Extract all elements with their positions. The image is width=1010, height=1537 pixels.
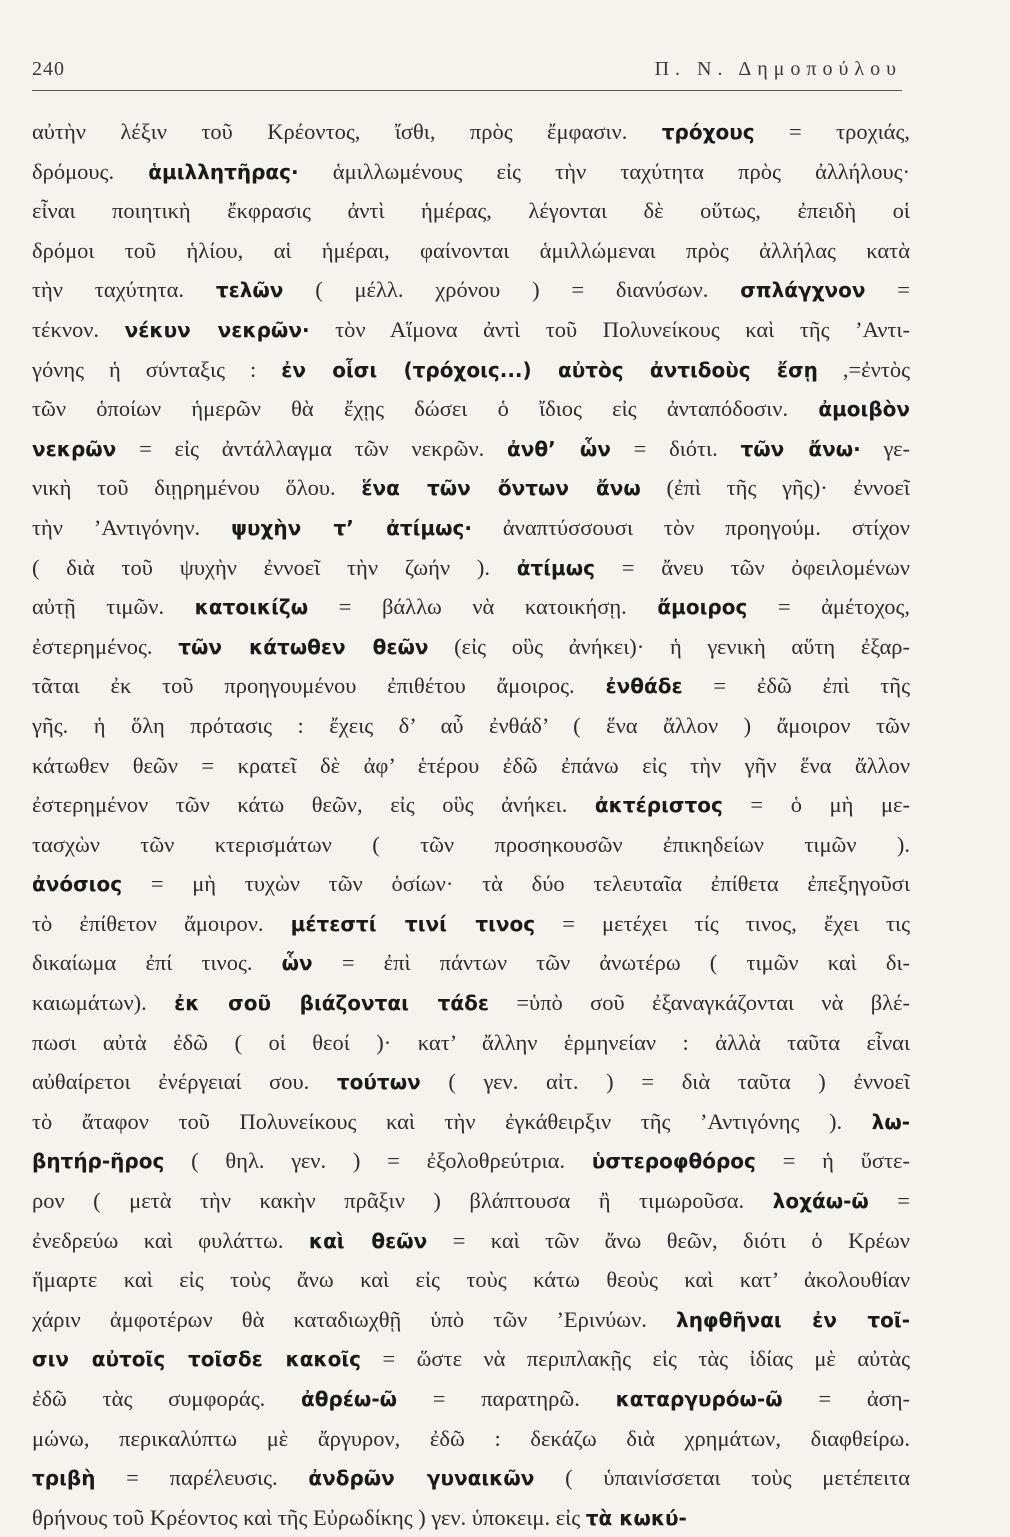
lemma-term: καταργυρόω-ῶ bbox=[615, 1387, 783, 1411]
gloss-text: κάτωθεν θεῶν = κρατεῖ δὲ ἀφ’ ἑτέρου ἐδῶ ἐπάνω εἰς τὴν γῆν ἕνα ἄλλον bbox=[32, 752, 910, 778]
lemma-term: ἁμιλλητῆρας· bbox=[148, 159, 299, 184]
gloss-text: πωσι αὐτὰ ἐδῶ ( οἱ θεοί )· κατ’ ἄλλην ἑρμηνείαν : ἀλλὰ ταῦτα εἶναι bbox=[32, 1029, 910, 1055]
gloss-text: τέκνον. bbox=[32, 316, 125, 342]
lemma-term: νεκρῶν bbox=[32, 436, 117, 461]
lemma-term: τρόχους bbox=[661, 120, 755, 144]
gloss-text: ἥμαρτε καὶ εἰς τοὺς ἄνω καὶ εἰς τοὺς κάτω θεοὺς καὶ κατ’ ἀκολουθίαν bbox=[32, 1267, 910, 1293]
gloss-text: (εἰς οὓς ἀνήκει)· ἡ γενικὴ αὕτη ἐξαρ- bbox=[428, 633, 910, 659]
gloss-text: = ἀμέτοχος, bbox=[747, 594, 910, 620]
gloss-text: ἐδῶ τὰς συμφοράς. bbox=[32, 1386, 301, 1411]
gloss-text: ( διὰ τοῦ ψυχὴν ἐννοεῖ τὴν ζωήν ). bbox=[32, 554, 517, 580]
gloss-text: γόνης ἡ σύνταξις : bbox=[32, 356, 282, 382]
lemma-term: ὧν bbox=[281, 951, 313, 976]
text-line bbox=[32, 1221, 910, 1261]
gloss-text: τὸ ἄταφον τοῦ Πολυνείκους καὶ τὴν ἐγκάθειρξιν τῆς ’Αντιγόνης ). bbox=[32, 1108, 872, 1134]
gloss-text: = ὥστε νὰ περιπλακῇς εἰς τὰς ἰδίας μὲ αὐτὰς bbox=[361, 1346, 910, 1372]
gloss-text: τὸν Αἵμονα ἀντὶ τοῦ Πολυνείκους καὶ τῆς ’Αντι- bbox=[309, 316, 910, 342]
gloss-text: γῆς. ἡ ὅλη πρότασις : ἔχεις δ’ αὖ ἐνθάδ’ ( ἕνα ἄλλον ) ἄμοιρον τῶν bbox=[32, 712, 910, 738]
text-line bbox=[32, 548, 910, 588]
lemma-term: ἕνα τῶν ὄντων ἄνω bbox=[361, 476, 641, 501]
lemma-term: ἄμοιρος bbox=[657, 595, 748, 620]
gloss-text: ἐνεδρεύω καὶ φυλάττω. bbox=[32, 1227, 309, 1253]
gloss-text: τὴν ταχύτητα. bbox=[32, 277, 216, 303]
gloss-text: = bbox=[865, 277, 910, 303]
text-line bbox=[32, 785, 910, 825]
text-line bbox=[32, 350, 910, 390]
lemma-term: ἀκτέριστος bbox=[594, 793, 723, 818]
text-line bbox=[32, 1102, 910, 1142]
lemma-term: ἀνθ’ ὧν bbox=[507, 436, 611, 461]
gloss-text: μώνω, περικαλύπτω μὲ ἄργυρον, ἐδῶ : δεκάζω διὰ χρημάτων, διαφθείρω. bbox=[32, 1425, 910, 1451]
running-header bbox=[32, 58, 902, 88]
gloss-text: ἐστερημένος. bbox=[32, 633, 179, 659]
text-line bbox=[32, 825, 910, 865]
gloss-text: = ἐδῶ ἐπὶ τῆς bbox=[682, 673, 910, 699]
running-head-author: Π. Ν. Δημοπούλου bbox=[654, 58, 902, 80]
gloss-text: = διότι. bbox=[610, 435, 741, 461]
gloss-text: εἶναι ποιητικὴ ἔκφρασις ἀντὶ ἡμέρας, λέγονται δὲ οὕτως, ἐπειδὴ οἱ bbox=[32, 198, 910, 224]
text-line bbox=[32, 983, 910, 1023]
lemma-term: ἐν οἷσι (τρόχοις...) αὐτὸς ἀντιδοὺς ἔσῃ bbox=[281, 357, 818, 382]
text-line bbox=[32, 231, 910, 271]
text-line bbox=[32, 1300, 910, 1340]
text-line bbox=[32, 468, 910, 508]
text-line bbox=[32, 152, 910, 192]
gloss-text: ἀναπτύσσουσι τὸν προηγούμ. στίχον bbox=[471, 514, 910, 540]
lemma-term: ψυχὴν τ’ ἀτίμως· bbox=[231, 515, 472, 540]
gloss-text: ( ὑπαινίσσεται τοὺς μετέπειτα bbox=[534, 1465, 910, 1491]
lemma-term: βητήρ-ῆρος bbox=[32, 1149, 165, 1174]
gloss-text: =ὑπὸ σοῦ ἐξαναγκάζονται νὰ βλέ- bbox=[489, 990, 910, 1016]
text-line bbox=[32, 1498, 910, 1537]
gloss-text: αὐθαίρετοι ἐνέργειαί σου. bbox=[32, 1069, 337, 1095]
text-line bbox=[32, 429, 910, 469]
gloss-text: τᾶται ἐκ τοῦ προηγουμένου ἐπιθέτου ἄμοιρος. bbox=[32, 673, 606, 699]
lemma-term: ἀθρέω-ῶ bbox=[301, 1387, 397, 1411]
text-line bbox=[32, 112, 910, 152]
gloss-text: τὸ ἐπίθετον ἄμοιρον. bbox=[32, 910, 291, 936]
lemma-term: ἀνδρῶν γυναικῶν bbox=[308, 1466, 535, 1491]
lemma-term: τῶν ἄνω· bbox=[740, 436, 861, 461]
lemma-term: τῶν κάτωθεν θεῶν bbox=[178, 634, 429, 659]
text-line bbox=[32, 508, 910, 548]
text-line bbox=[32, 746, 910, 786]
gloss-text: τὴν ’Αντιγόνην. bbox=[32, 514, 232, 540]
lemma-term: μέτεστί τινί τινος bbox=[290, 911, 536, 936]
lemma-term: κατοικίζω bbox=[194, 595, 309, 620]
text-line bbox=[32, 1141, 910, 1181]
commentary-text bbox=[32, 112, 910, 1537]
page-number: 240 bbox=[32, 58, 65, 80]
text-line bbox=[32, 1062, 910, 1102]
lemma-term: σπλάγχνον bbox=[740, 278, 866, 303]
gloss-text: = παρατηρῶ. bbox=[397, 1386, 616, 1411]
gloss-text: ,=ἐντὸς bbox=[817, 356, 910, 382]
text-line bbox=[32, 1339, 910, 1379]
gloss-text: θρήνους τοῦ Κρέοντος καὶ τῆς Εὐρωδίκης ) γεν. ὑποκειμ. εἰς bbox=[32, 1504, 586, 1530]
gloss-text: γε- bbox=[860, 435, 910, 461]
lemma-term: ληφθῆναι ἐν τοῖ- bbox=[676, 1307, 910, 1332]
text-line bbox=[32, 270, 910, 310]
gloss-text: = ἄνευ τῶν ὀφειλομένων bbox=[595, 554, 910, 580]
gloss-text: αὐτῇ τιμῶν. bbox=[32, 594, 195, 620]
gloss-text: δικαίωμα ἐπί τινος. bbox=[32, 950, 282, 976]
lemma-term: ἀνόσιος bbox=[32, 872, 123, 897]
gloss-text: ( γεν. αἰτ. ) = διὰ ταῦτα ) ἐννοεῖ bbox=[420, 1069, 910, 1095]
gloss-text: τῶν ὁποίων ἡμερῶν θὰ ἔχῃς δώσει ὁ ἴδιος εἰς ἀνταπόδοσιν. bbox=[32, 396, 819, 422]
gloss-text: (ἐπὶ τῆς γῆς)· ἐννοεῖ bbox=[640, 475, 910, 501]
lemma-term: ἀμοιβὸν bbox=[818, 397, 910, 422]
text-line bbox=[32, 627, 910, 667]
gloss-text: νικὴ τοῦ διῃρημένου ὅλου. bbox=[32, 475, 362, 501]
gloss-text: τασχὼν τῶν κτερισμάτων ( τῶν προσηκουσῶν ἐπικηδείων τιμῶν ). bbox=[32, 831, 910, 857]
text-line bbox=[32, 904, 910, 944]
text-line bbox=[32, 1379, 910, 1419]
lemma-term: σιν αὐτοῖς τοῖσδε κακοῖς bbox=[32, 1347, 362, 1372]
text-line bbox=[32, 1260, 910, 1300]
gloss-text: ἐστερημένον τῶν κάτω θεῶν, εἰς οὓς ἀνήκει. bbox=[32, 792, 595, 818]
lemma-term: τὰ κωκύ- bbox=[585, 1505, 687, 1530]
text-line bbox=[32, 1023, 910, 1063]
header-rule bbox=[32, 90, 902, 91]
lemma-term: καὶ θεῶν bbox=[308, 1228, 428, 1253]
gloss-text: καιωμάτων). bbox=[32, 990, 175, 1016]
lemma-term: ἀτίμως bbox=[516, 555, 595, 580]
lemma-term: ἐνθάδε bbox=[605, 674, 683, 699]
gloss-text: = ὁ μὴ με- bbox=[722, 792, 910, 818]
gloss-text: = παρέλευσις. bbox=[95, 1465, 309, 1491]
lemma-term: λοχάω-ῶ bbox=[772, 1189, 869, 1214]
lemma-term: τελῶν bbox=[215, 278, 284, 303]
gloss-text: = μετέχει τίς τινος, ἔχει τις bbox=[535, 910, 910, 936]
lemma-term: τούτων bbox=[336, 1070, 421, 1095]
text-line bbox=[32, 1181, 910, 1221]
text-line bbox=[32, 587, 910, 627]
gloss-text: = bbox=[868, 1188, 910, 1214]
gloss-text: = ἀση- bbox=[782, 1386, 910, 1411]
gloss-text: δρόμοι τοῦ ἡλίου, αἱ ἡμέραι, φαίνονται ἁμιλλώμεναι πρὸς ἀλλήλας κατὰ bbox=[32, 237, 910, 263]
text-line bbox=[32, 666, 910, 706]
text-line bbox=[32, 706, 910, 746]
lemma-term: λω- bbox=[871, 1109, 910, 1134]
gloss-text: = ἐπὶ πάντων τῶν ἀνωτέρω ( τιμῶν καὶ δι- bbox=[312, 950, 910, 976]
gloss-text: χάριν ἀμφοτέρων θὰ καταδιωχθῇ ὑπὸ τῶν ’Ερινύων. bbox=[32, 1306, 677, 1332]
gloss-text: = βάλλω νὰ κατοικήσῃ. bbox=[308, 594, 658, 620]
text-line bbox=[32, 191, 910, 231]
gloss-text: = τροχιάς, bbox=[754, 119, 910, 144]
text-line bbox=[32, 389, 910, 429]
gloss-text: ( μέλλ. χρόνου ) = διανύσων. bbox=[283, 277, 741, 303]
gloss-text: = καὶ τῶν ἄνω θεῶν, διότι ὁ Κρέων bbox=[427, 1227, 910, 1253]
lemma-term: ὑστεροφθόρος bbox=[591, 1149, 756, 1174]
gloss-text: ρον ( μετὰ τὴν κακὴν πρᾶξιν ) βλάπτουσα ἢ τιμωροῦσα. bbox=[32, 1188, 773, 1214]
gloss-text: δρόμους. bbox=[32, 158, 149, 184]
lemma-term: τριβὴ bbox=[32, 1466, 96, 1491]
gloss-text: ἁμιλλωμένους εἰς τὴν ταχύτητα πρὸς ἀλλήλους· bbox=[298, 158, 910, 184]
gloss-text: = μὴ τυχὼν τῶν ὁσίων· τὰ δύο τελευταῖα ἐπίθετα ἐπεξηγοῦσι bbox=[122, 871, 910, 897]
text-line bbox=[32, 1419, 910, 1459]
gloss-text: = ἡ ὕστε- bbox=[755, 1148, 910, 1174]
lemma-term: ἐκ σοῦ βιάζονται τάδε bbox=[174, 991, 490, 1016]
text-line bbox=[32, 1458, 910, 1498]
text-line bbox=[32, 864, 910, 904]
gloss-text: ( θηλ. γεν. ) = ἐξολοθρεύτρια. bbox=[164, 1148, 592, 1174]
gloss-text: = εἰς ἀντάλλαγμα τῶν νεκρῶν. bbox=[116, 435, 508, 461]
text-line bbox=[32, 943, 910, 983]
gloss-text: αὐτὴν λέξιν τοῦ Κρέοντος, ἴσθι, πρὸς ἔμφασιν. bbox=[32, 119, 662, 144]
lemma-term: νέκυν νεκρῶν· bbox=[124, 317, 310, 342]
text-line bbox=[32, 310, 910, 350]
